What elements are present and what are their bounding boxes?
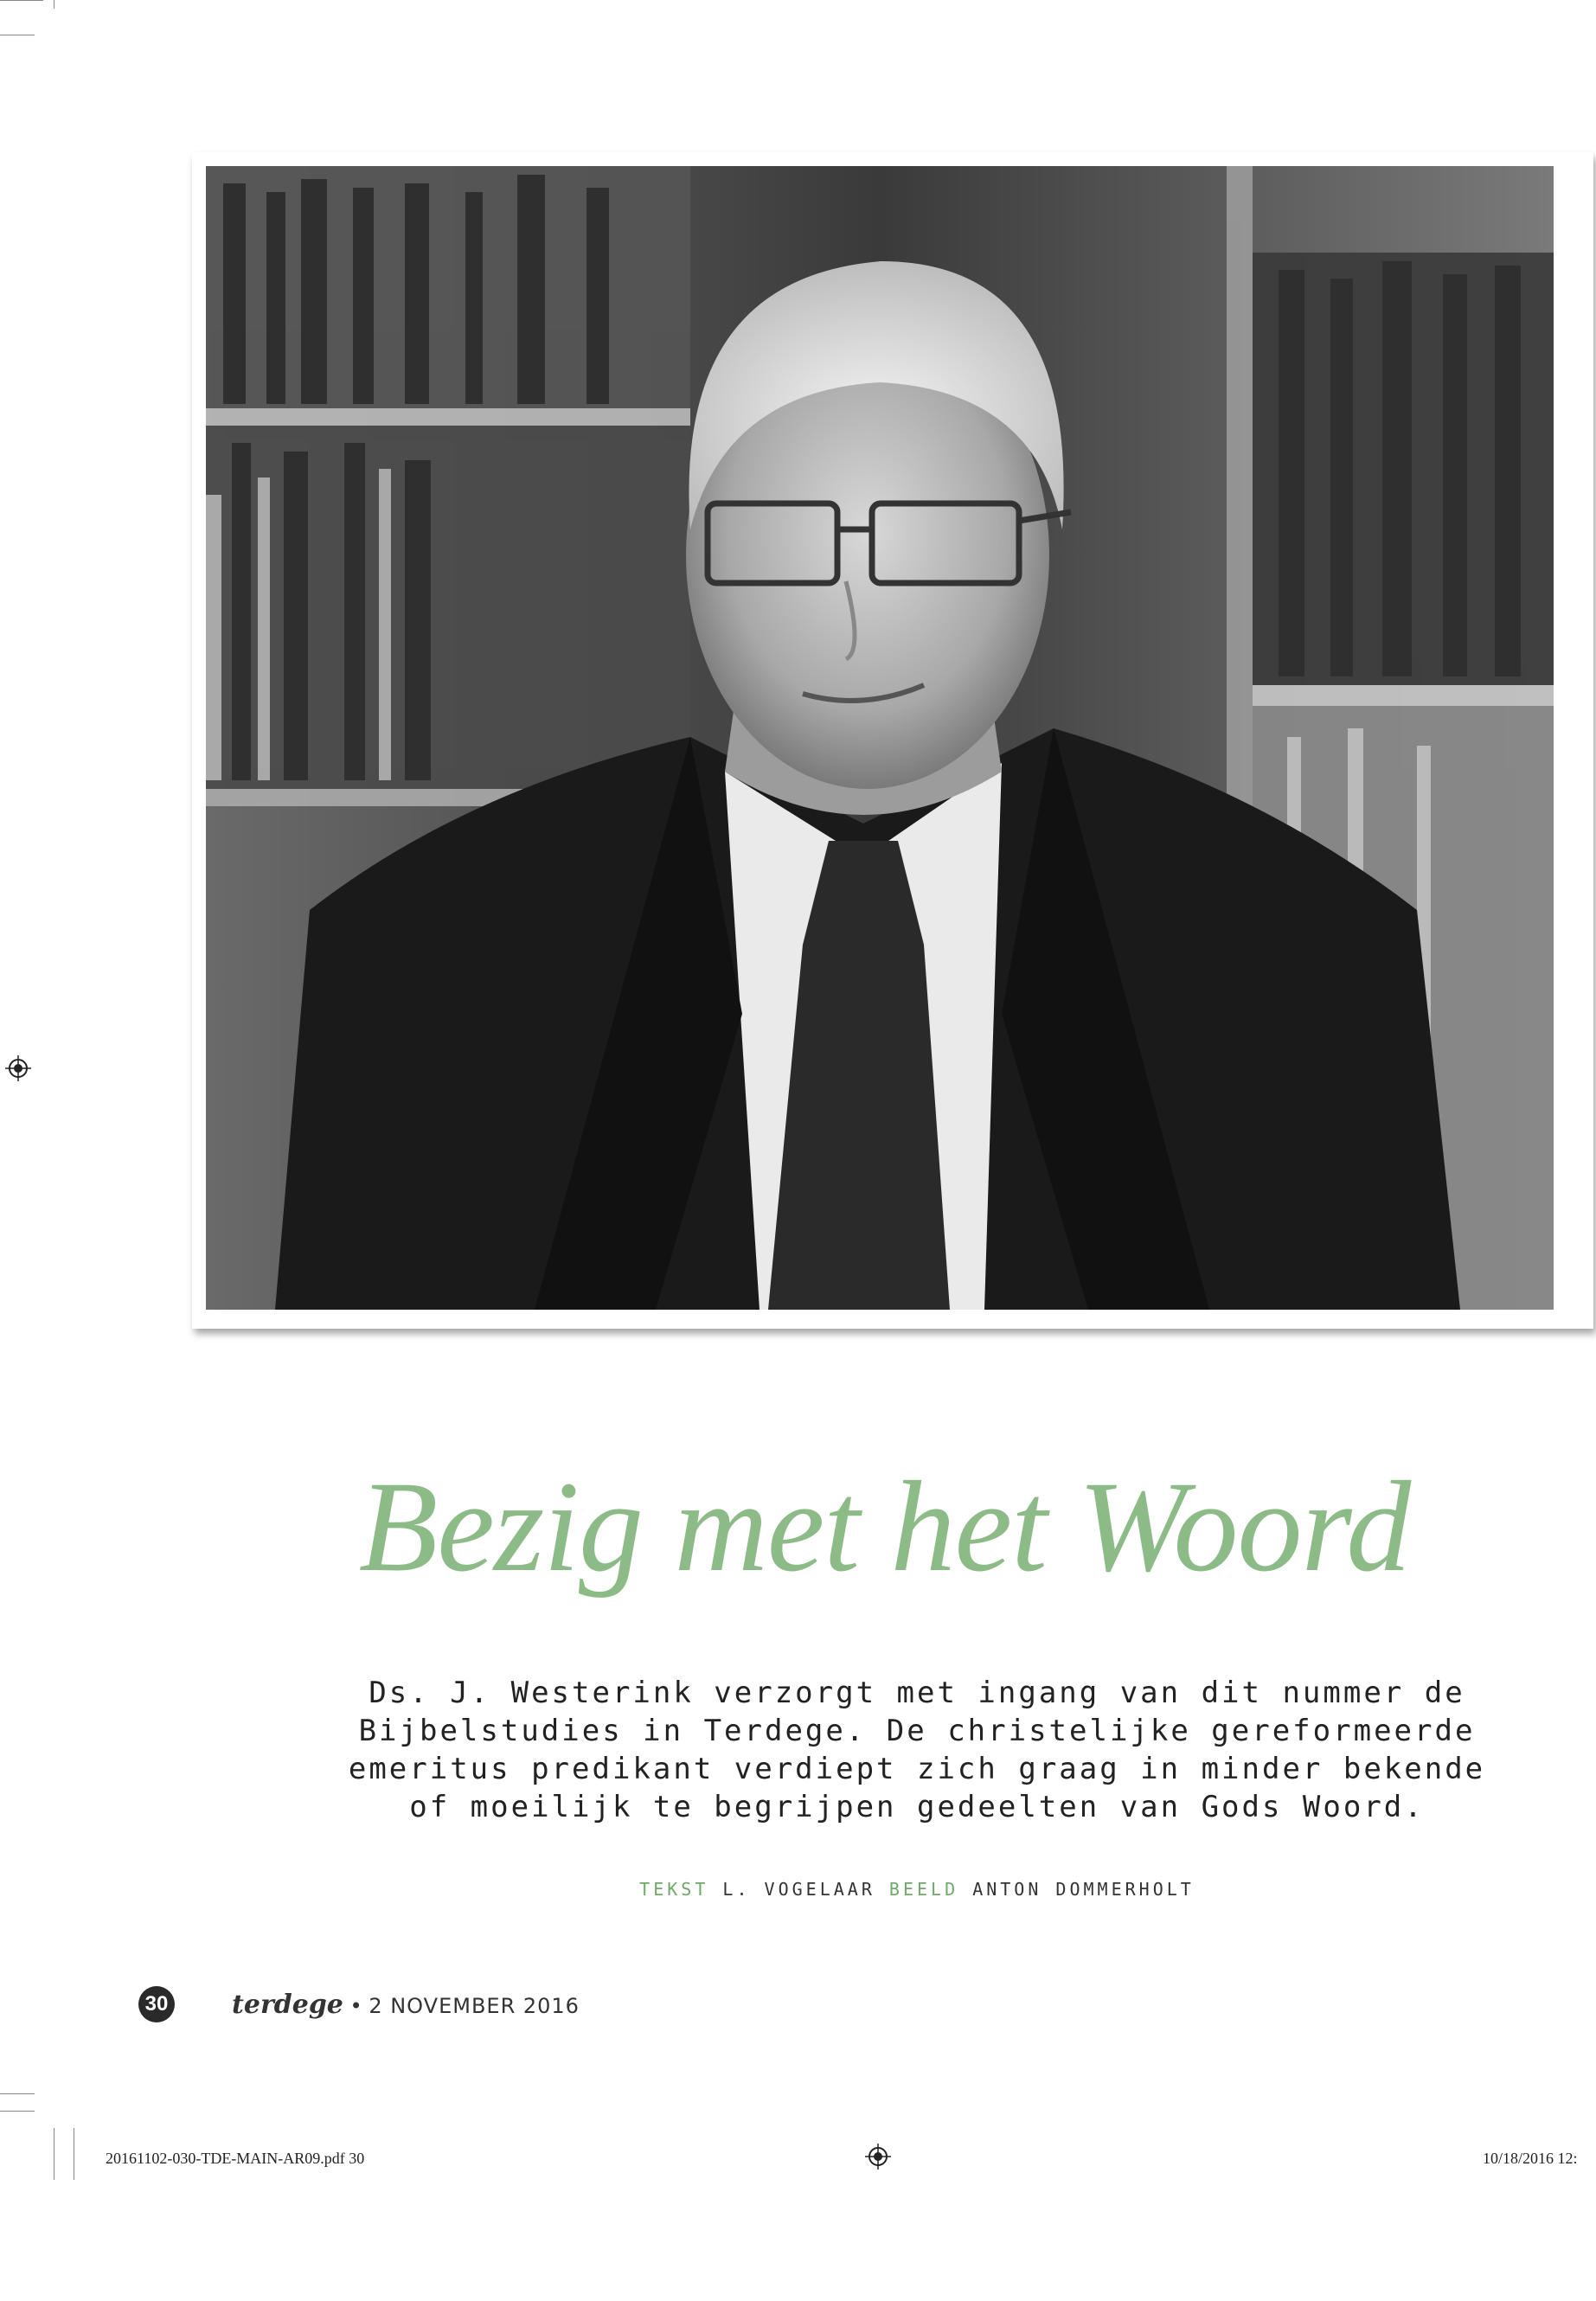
- slug-filename: 20161102-030-TDE-MAIN-AR09.pdf 30: [106, 2150, 365, 2167]
- slug-timestamp: 10/18/2016 12:: [1483, 2150, 1578, 2167]
- page-number: 30: [138, 1986, 175, 2022]
- crop-mark: [0, 2093, 35, 2094]
- crop-mark: [0, 2111, 35, 2112]
- photo-credit-label: BEELD: [888, 1879, 959, 1900]
- text-credit-label: TEKST: [639, 1879, 709, 1900]
- magazine-name: terdege: [232, 1990, 343, 2020]
- magazine-footer: [232, 1990, 580, 2020]
- registration-mark-icon: [5, 1055, 31, 1081]
- issue-date: 2 NOVEMBER 2016: [369, 1994, 580, 2018]
- article-credits: [311, 1879, 1522, 1900]
- photo-credit-author: ANTON DOMMERHOLT: [972, 1879, 1195, 1900]
- crop-mark: [0, 0, 43, 1]
- article-intro: Ds. J. Westerink verzorgt met ingang van dit nummer de Bijbelstudies in Terdege. De christelijke gereformeerde emeritus predikant verdiept zich graag in minder bekende of moeilijk te begrijpen gedeelten van Gods Woord.: [348, 1676, 1486, 1824]
- text-credit-author: L. VOGELAAR: [722, 1879, 875, 1900]
- footer-separator: •: [349, 1994, 362, 2018]
- portrait-photo: [206, 166, 1554, 1310]
- registration-mark-icon: [865, 2144, 891, 2170]
- article-headline: Bezig met het Woord: [358, 1455, 1411, 1599]
- portrait-photo-frame: [192, 152, 1593, 1329]
